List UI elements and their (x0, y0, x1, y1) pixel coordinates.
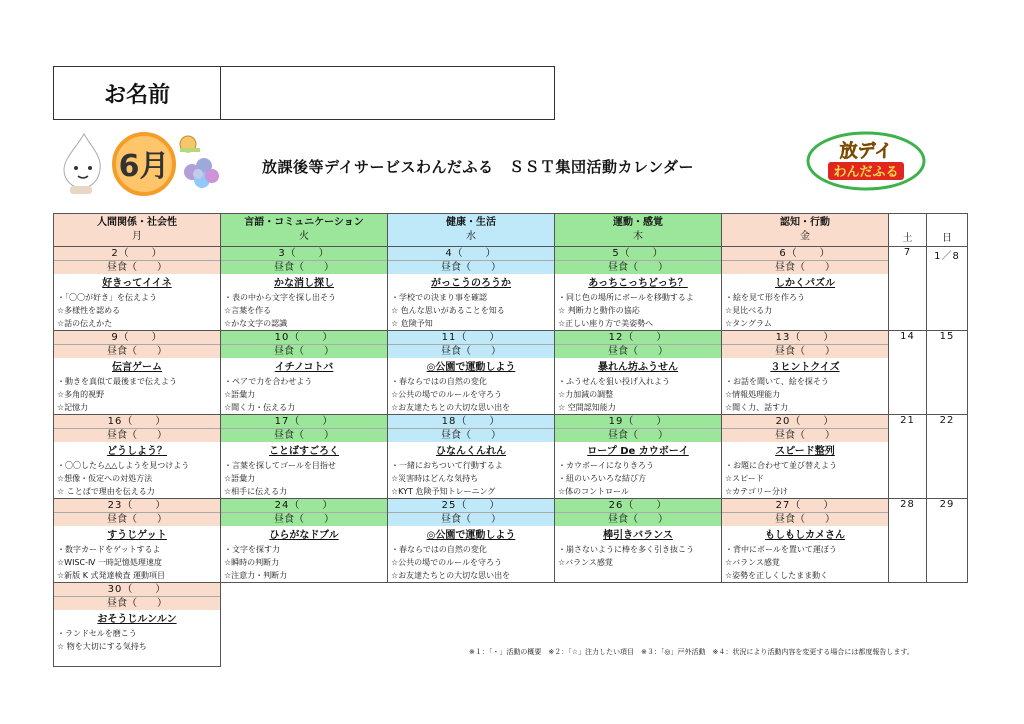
activity-note: ☆言葉を作る (224, 306, 272, 315)
activity-note: ・背中にボールを置いて運ぼう (725, 545, 837, 554)
lunch-label: 昼食（ ） (221, 428, 387, 442)
activity-note: ☆公共の場でのルールを守ろう (391, 558, 503, 567)
day-date: 25（ ） (388, 499, 554, 512)
activity-note: ・ペアで力を合わせよう (224, 377, 313, 386)
sunday-date: 29 (927, 499, 968, 583)
saturday-date: 7 (889, 247, 927, 331)
activity-note: ☆体のコントロール (558, 487, 630, 496)
activity-note: ☆ 判断力と動作の協応 (558, 306, 640, 315)
lunch-label: 昼食（ ） (388, 260, 554, 274)
day-date: 23（ ） (54, 499, 220, 512)
lunch-label: 昼食（ ） (722, 344, 888, 358)
activity-title: 伝言ゲーム (112, 362, 162, 373)
activity-title: 棒引きバランス (603, 530, 673, 541)
day-date: 30（ ） (54, 583, 220, 596)
activity-title: 暴れん坊ふうせん (598, 362, 678, 373)
header-saturday: 土 (889, 214, 927, 247)
activity-note: ・カウボーイになりきろう (558, 461, 654, 470)
lunch-label: 昼食（ ） (555, 428, 721, 442)
lunch-label: 昼食（ ） (221, 512, 387, 526)
header-tuesday: 言語・コミュニケーション 火 (221, 214, 388, 247)
activity-note: ・春ならではの自然の変化 (391, 377, 487, 386)
name-label: お名前 (54, 67, 221, 119)
logo-line1: 放デイ (839, 141, 893, 162)
activity-note: ・言葉を探してゴールを目指せ (224, 461, 336, 470)
activity-note: ☆ 物を大切にする気持ち (57, 642, 147, 651)
name-box (53, 66, 555, 120)
activity-note: ・ふうせんを狙い投げ入れよう (558, 377, 670, 386)
day-date: 11（ ） (388, 331, 554, 344)
week-row (54, 415, 968, 499)
day-cell (388, 499, 555, 583)
activity-title: 好きってイイネ (102, 278, 172, 289)
activity-title: ◎公園で運動しよう (426, 362, 516, 373)
activity-note: ・数字カードをゲットするよ (57, 545, 161, 554)
lunch-label: 昼食（ ） (388, 344, 554, 358)
day-cell (54, 331, 221, 415)
wonderful-logo (806, 131, 926, 191)
logo-line2: わんだふる (833, 165, 899, 180)
activity-title: おそうじルンルン (97, 614, 177, 625)
day-cell (555, 415, 722, 499)
week-row (54, 247, 968, 331)
activity-note: ☆タングラム (725, 319, 772, 328)
day-date: 6（ ） (722, 247, 888, 260)
activity-note: ☆力加減の調整 (558, 390, 614, 399)
day-cell (555, 247, 722, 331)
activity-note: ☆正しい座り方で美姿勢へ (558, 319, 654, 328)
activity-title: かな消し探し (274, 278, 334, 289)
header-monday: 人間関係・社会性 月 (54, 214, 221, 247)
sunday-date: 15 (927, 331, 968, 415)
lunch-label: 昼食（ ） (54, 260, 220, 274)
activity-title: ことばすごろく (269, 446, 339, 457)
day-cell (54, 247, 221, 331)
activity-note: ☆ 空間認知能力 (558, 403, 616, 412)
activity-note: ・お話を聞いて、絵を探そう (725, 377, 829, 386)
day-cell (221, 247, 388, 331)
activity-note: ☆想像・仮定への対処方法 (57, 474, 153, 483)
activity-title: がっこうのろうか (431, 278, 511, 289)
activity-note: ・学校での決まり事を確認 (391, 293, 487, 302)
day-cell (54, 415, 221, 499)
activity-note: ・「〇〇が好き」を伝えよう (57, 293, 157, 302)
activity-title: もしもしカメさん (765, 530, 845, 541)
activity-title: ロープ De カウボーイ (587, 446, 689, 457)
lunch-label: 昼食（ ） (722, 512, 888, 526)
activity-title: イチノコトバ (274, 362, 334, 373)
activity-note: ・ランドセルを磨こう (57, 629, 137, 638)
activity-note: ☆お友達たちとの大切な思い出を (391, 571, 511, 580)
day-cell (722, 331, 889, 415)
day-date: 18（ ） (388, 415, 554, 428)
day-cell (388, 247, 555, 331)
day-date: 4（ ） (388, 247, 554, 260)
day-cell (722, 415, 889, 499)
activity-title: ◎公園で運動しよう (426, 530, 516, 541)
day-date: 27（ ） (722, 499, 888, 512)
week-row (54, 499, 968, 583)
activity-note: ☆注意力・判断力 (224, 571, 288, 580)
saturday-date: 14 (889, 331, 927, 415)
activity-note: ・文字を探す力 (224, 545, 280, 554)
lunch-label: 昼食（ ） (388, 428, 554, 442)
calendar-title: 放課後等デイサービスわんだふる ＳＳＴ集団活動カレンダー (262, 158, 694, 176)
activity-title: すうじゲット (107, 530, 167, 541)
day-date: 26（ ） (555, 499, 721, 512)
snail-icon (180, 136, 200, 152)
week-row (54, 331, 968, 415)
activity-note: ☆聞く力、話す力 (725, 403, 789, 412)
sunday-date: 1／8 (927, 247, 968, 331)
activity-title: あっちこっちどっち？ (588, 278, 688, 289)
day-date: 12（ ） (555, 331, 721, 344)
lunch-label: 昼食（ ） (54, 596, 220, 610)
day-date: 2（ ） (54, 247, 220, 260)
activity-note: ☆語彙力 (224, 474, 256, 483)
day-date: 17（ ） (221, 415, 387, 428)
activity-note: ・同じ色の場所にボールを移動するよ (558, 293, 694, 302)
month-text: 6月 (118, 149, 170, 184)
lunch-label: 昼食（ ） (221, 344, 387, 358)
name-field[interactable] (221, 67, 554, 119)
activity-note: ・絵を見て形を作ろう (725, 293, 805, 302)
activity-note: ☆お友達たちとの大切な思い出を (391, 403, 511, 412)
activity-note: ☆記憶力 (57, 403, 89, 412)
day-date: 5（ ） (555, 247, 721, 260)
day-cell (722, 247, 889, 331)
day-date: 24（ ） (221, 499, 387, 512)
header-friday: 認知・行動 金 (722, 214, 889, 247)
activity-note: ☆WISC-Ⅳ 一時記憶処理速度 (57, 558, 162, 567)
activity-note: ・紐のいろいろな結び方 (558, 474, 646, 483)
activity-title: ひなんくんれん (436, 446, 506, 457)
activity-note: ☆見比べる力 (725, 306, 773, 315)
activity-note: ☆新版 K 式発達検査 運動項目 (57, 571, 166, 580)
day-date: 13（ ） (722, 331, 888, 344)
activity-title: どうしよう？ (107, 446, 167, 457)
lunch-label: 昼食（ ） (54, 428, 220, 442)
activity-note: ☆瞬時の判断力 (224, 558, 280, 567)
activity-note: ☆ 色んな思いがあることを知る (391, 306, 505, 315)
day-cell (54, 499, 221, 583)
activity-title: ひらがなドブル (269, 530, 339, 541)
activity-note: ☆多角的視野 (57, 390, 105, 399)
activity-title: スピード整列 (775, 446, 835, 457)
day-date: 16（ ） (54, 415, 220, 428)
saturday-date: 28 (889, 499, 927, 583)
header-wednesday: 健康・生活 水 (388, 214, 555, 247)
activity-note: ☆話の伝えかた (57, 319, 113, 328)
activity-note: ☆かな文字の認識 (224, 319, 288, 328)
lunch-label: 昼食（ ） (221, 260, 387, 274)
day-date: 3（ ） (221, 247, 387, 260)
empty-cell (221, 583, 388, 667)
activity-note: ☆KYT 危険予知トレーニング (391, 487, 496, 496)
lunch-label: 昼食（ ） (722, 428, 888, 442)
day-cell (555, 499, 722, 583)
june-badge-illustration (52, 130, 222, 196)
activity-note: ☆災害時はどんな気持ち (391, 474, 479, 483)
activity-note: ☆ 危険予知 (391, 319, 433, 328)
activity-note: ・一緒におちついて行動するよ (391, 461, 503, 470)
activity-note: ☆聞く力・伝える力 (224, 403, 296, 412)
activity-note: ☆ ことばで理由を伝える力 (57, 487, 155, 496)
day-cell (221, 499, 388, 583)
day-date: 19（ ） (555, 415, 721, 428)
lunch-label: 昼食（ ） (54, 512, 220, 526)
calendar-table (53, 213, 968, 667)
lunch-label: 昼食（ ） (555, 260, 721, 274)
activity-title: ３ヒントクイズ (770, 362, 840, 373)
activity-note: ☆公共の場でのルールを守ろう (391, 390, 503, 399)
day-cell (388, 415, 555, 499)
activity-note: ・〇〇したら△△しようを見つけよう (57, 461, 190, 470)
sunday-date: 22 (927, 415, 968, 499)
activity-note: ・動きを真似て最後まで伝えよう (57, 377, 177, 386)
activity-note: ☆情報処理能力 (725, 390, 781, 399)
activity-note: ☆多様性を認める (57, 306, 121, 315)
activity-note: ・お題に合わせて並び替えよう (725, 461, 837, 470)
day-cell (221, 415, 388, 499)
day-cell (388, 331, 555, 415)
day-date: 9（ ） (54, 331, 220, 344)
activity-note: ☆相手に伝える力 (224, 487, 288, 496)
lunch-label: 昼食（ ） (388, 512, 554, 526)
header-thursday: 運動・感覚 木 (555, 214, 722, 247)
lunch-label: 昼食（ ） (555, 512, 721, 526)
lunch-label: 昼食（ ） (555, 344, 721, 358)
lunch-label: 昼食（ ） (54, 344, 220, 358)
day-cell (221, 331, 388, 415)
day-date: 10（ ） (221, 331, 387, 344)
footnote: ※１：「・」活動の概要 ※２：「☆」注力したい項目 ※３：「◎」戸外活動 ※４：状況により活動内容を変更する場合には都度報告します。 (469, 648, 914, 656)
activity-title: しかくパズル (775, 278, 835, 289)
activity-note: ☆バランス感覚 (558, 558, 613, 567)
day-cell (555, 331, 722, 415)
saturday-date: 21 (889, 415, 927, 499)
empty-cell (927, 583, 968, 667)
hydrangea-icon (184, 158, 219, 188)
header-sunday: 日 (927, 214, 968, 247)
activity-note: ・表の中から文字を探し出そう (224, 293, 336, 302)
activity-note: ☆カテゴリー分け (725, 487, 788, 496)
activity-note: ☆バランス感覚 (725, 558, 780, 567)
drop-character-icon (64, 134, 100, 194)
day-cell (722, 499, 889, 583)
day-cell (54, 583, 221, 667)
day-date: 20（ ） (722, 415, 888, 428)
activity-note: ☆姿勢を正しくしたまま動く (725, 571, 829, 580)
activity-note: ・春ならではの自然の変化 (391, 545, 487, 554)
activity-note: ☆スピード (725, 474, 764, 483)
activity-note: ・崩さないように棒を多く引き抜こう (558, 545, 694, 554)
activity-note: ☆語彙力 (224, 390, 256, 399)
lunch-label: 昼食（ ） (722, 260, 888, 274)
